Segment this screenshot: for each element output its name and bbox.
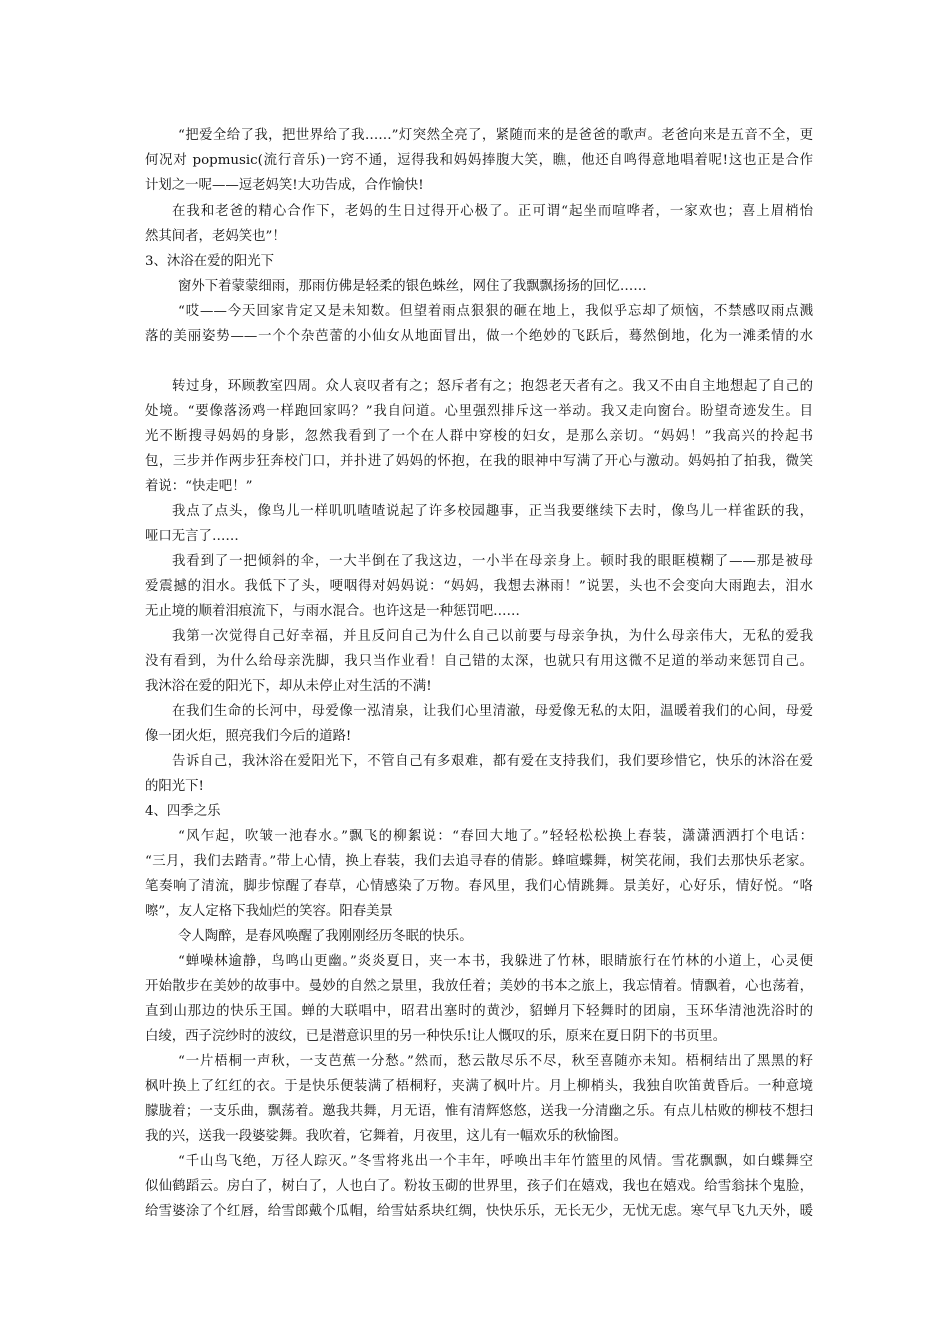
text-line: 我第一次觉得自己好幸福，并且反问自己为什么自己以前要与母亲争执，为什么母亲伟大，无私的爱我 (172, 629, 813, 644)
text-line: 何况对 popmusic(流行音乐)一窍不通，逗得我和妈妈捧腹大笑，瞧，他还自鸣得意地唱着呢!这也正是合作 (145, 153, 813, 168)
text-line: 落的美丽姿势——一个个杂芭蕾的小仙女从地面冒出，做一个绝妙的飞跃后，蓦然倒地，化为一滩柔情的水 (145, 329, 813, 344)
text-line: 枫叶换上了红红的衣。于是快乐便装满了梧桐籽，夹满了枫叶片。月上柳梢头，我独自吹笛黄昏后。一种意境 (145, 1079, 813, 1094)
text-line: 计划之一呢——逗老妈笑!大功告成，合作愉快! (145, 178, 424, 193)
text-line: 我点了点头，像鸟儿一样叽叽喳喳说起了许多校园趣事，正当我要继续下去时，像鸟儿一样雀跃的我， (172, 504, 813, 519)
text-line: “把爱全给了我，把世界给了我……”灯突然全亮了，紧随而来的是爸爸的歌声。老爸向来是五音不全，更 (178, 128, 813, 143)
text-line: “哎——今天回家肯定又是未知数。但望着雨点狠狠的砸在地上，我似乎忘却了烦恼，不禁感叹雨点溅 (178, 304, 813, 319)
text-line: 笔奏响了清流，脚步惊醒了春草，心情感染了万物。春风里，我们心情跳舞。景美好，心好乐，情好悦。“咯 (145, 879, 813, 894)
text-line: 嚓”，友人定格下我灿烂的笑容。阳春美景 (145, 904, 393, 919)
text-line: “一片梧桐一声秋，一支芭蕉一分愁。”然而，愁云散尽乐不尽，秋至喜随亦未知。梧桐结出了黑黑的籽 (178, 1054, 813, 1069)
text-line: 直到山那边的快乐王国。蝉的大联唱中，昭君出塞时的黄沙，貂蝉月下轻舞时的团扇，玉环华清池洗浴时的 (145, 1004, 813, 1019)
text-line: 没有看到，为什么给母亲洗脚，我只当作业看！自己错的太深，也就只有用这微不足道的举动来惩罚自己。 (145, 654, 813, 669)
text-line: 似仙鹤蹈云。房白了，树白了，人也白了。粉妆玉砌的世界里，孩子们在嬉戏，我也在嬉戏。给雪翁抹个鬼脸， (145, 1179, 813, 1194)
text-line: 处境。“要像落汤鸡一样跑回家吗？”我自问道。心里强烈排斥这一举动。我又走向窗台。盼望奇迹发生。目 (145, 404, 813, 419)
text-line: 着说：“快走吧！” (145, 479, 253, 494)
text-line: 开始散步在美妙的故事中。曼妙的自然之景里，我放任着；美妙的书本之旅上，我忘情着。情飘着，心也荡着， (145, 979, 813, 994)
text-line: 的阳光下! (145, 779, 204, 794)
text-line: 爱震撼的泪水。我低下了头，哽咽得对妈妈说：“妈妈，我想去淋雨！”说罢，头也不会变向大雨跑去，泪水 (145, 579, 813, 594)
text-line: 令人陶醉，是春风唤醒了我刚刚经历冬眠的快乐。 (178, 929, 473, 944)
text-line: “风乍起，吹皱一池春水。”飘飞的柳絮说：“春回大地了。”轻轻松松换上春装，潇潇洒洒打个电话： (178, 829, 813, 844)
text-line: 白绫，西子浣纱时的波纹，已是潜意识里的另一种快乐!让人慨叹的乐，原来在夏日阴下的书页里。 (145, 1029, 727, 1044)
text-line: 我看到了一把倾斜的伞，一大半倒在了我这边，一小半在母亲身上。顿时我的眼眶模糊了——那是被母 (172, 554, 813, 569)
text-line: 哑口无言了…… (145, 529, 239, 544)
text-line: 包，三步并作两步狂奔校门口，并扑进了妈妈的怀抱，在我的眼神中写满了开心与激动。妈妈拍了拍我，微笑 (145, 454, 813, 469)
text-line: 窗外下着蒙蒙细雨，那雨仿佛是轻柔的银色蛛丝，网住了我飘飘扬扬的回忆…… (178, 279, 647, 294)
text-line: 我的兴，送我一段婆娑舞。我吹着，它舞着，月夜里，这儿有一幅欢乐的秋愉图。 (145, 1129, 628, 1144)
text-line: 我沐浴在爱的阳光下，却从未停止对生活的不满! (145, 679, 432, 694)
text-line: 无止境的顺着泪痕流下，与雨水混合。也许这是一种惩罚吧…… (145, 604, 520, 619)
section-heading: 4、四季之乐 (145, 804, 221, 819)
section-heading: 3、沐浴在爱的阳光下 (145, 254, 275, 269)
text-line: 转过身，环顾教室四周。众人哀叹者有之；怒斥者有之；抱怨老天者有之。我又不由自主地想起了自己的 (172, 379, 813, 394)
text-line: 给雪婆涂了个红唇，给雪郎戴个瓜帽，给雪姑系块红绸，快快乐乐，无长无少，无忧无虑。寒气早飞九天外，暖 (145, 1204, 813, 1219)
text-line: 朦胧着；一支乐曲，飘荡着。邀我共舞，月无语，惟有清辉悠悠，送我一分清幽之乐。有点儿枯败的柳枝不想扫 (145, 1104, 813, 1119)
text-line: “三月，我们去踏青。”带上心情，换上春装，我们去追寻春的倩影。蜂喧蝶舞，树笑花闹，我们去那快乐老家。 (145, 854, 813, 869)
text-line: 告诉自己，我沐浴在爱阳光下，不管自己有多艰难，都有爱在支持我们，我们要珍惜它，快乐的沐浴在爱 (172, 754, 813, 769)
text-line: “蝉噪林逾静，鸟鸣山更幽。”炎炎夏日，夹一本书，我躲进了竹林，眼睛旅行在竹林的小道上，心灵便 (178, 954, 813, 969)
text-line: 光不断搜寻妈妈的身影，忽然我看到了一个在人群中穿梭的妇女，是那么亲切。“妈妈！”我高兴的拎起书 (145, 429, 813, 444)
text-line: 在我和老爸的精心合作下，老妈的生日过得开心极了。正可谓“起坐而喧哗者，一家欢也；喜上眉梢怡 (172, 204, 813, 219)
text-line: “千山鸟飞绝，万径人踪灭。”冬雪将兆出一个丰年，呼唤出丰年竹篮里的风情。雪花飘飘，如白蝶舞空 (178, 1154, 813, 1169)
text-line: 然其间者，老妈笑也”！ (145, 229, 286, 244)
text-line: 像一团火炬，照亮我们今后的道路! (145, 729, 352, 744)
text-line: 在我们生命的长河中，母爱像一泓清泉，让我们心里清澈，母爱像无私的太阳，温暖着我们的心间，母爱 (172, 704, 813, 719)
